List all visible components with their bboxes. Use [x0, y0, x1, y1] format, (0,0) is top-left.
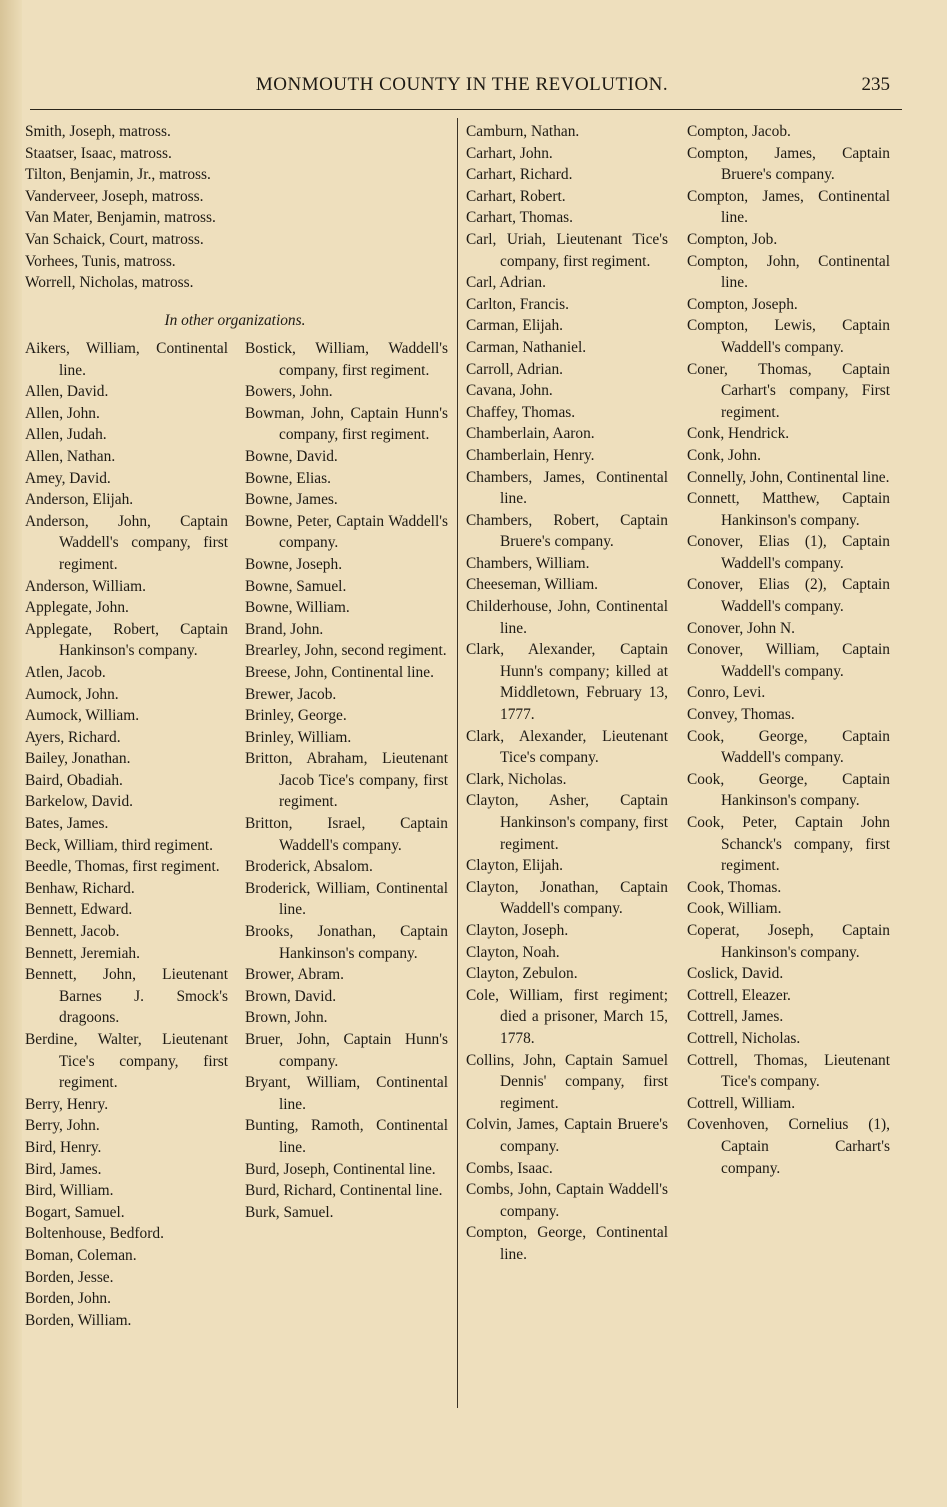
list-item: Combs, Isaac.	[466, 1159, 553, 1177]
list-item: Beedle, Thomas, first regiment.	[25, 858, 220, 876]
list-item: Clayton, Noah.	[466, 943, 560, 961]
running-header	[22, 70, 902, 100]
list-item: Carl, Adrian.	[466, 274, 546, 292]
list-item: Compton, George, Continental line.	[466, 1224, 668, 1263]
list-item: Brower, Abram.	[245, 966, 344, 984]
list-item: Brown, John.	[245, 1009, 328, 1027]
list-item: Compton, Lewis, Captain Waddell's company.	[687, 317, 890, 356]
list-item: Cole, William, first regiment; died a prisoner, March 15, 1778.	[466, 986, 668, 1047]
list-item: Compton, Joseph.	[687, 295, 798, 313]
list-item: Allen, John.	[25, 404, 100, 422]
column-divider	[457, 118, 458, 1408]
list-item: Conk, Hendrick.	[687, 425, 790, 443]
list-item: Baird, Obadiah.	[25, 771, 123, 789]
header-rule	[30, 109, 902, 110]
list-item: Brinley, William.	[245, 728, 352, 746]
list-item: Bennett, John, Lieutenant Barnes J. Smock's dragoons.	[25, 966, 228, 1027]
list-item: Anderson, William.	[25, 577, 146, 595]
list-item: Compton, Job.	[687, 230, 778, 248]
list-item: Berry, Henry.	[25, 1095, 109, 1113]
list-item: Britton, Israel, Captain Waddell's company.	[245, 815, 448, 854]
list-item: Cook, George, Captain Waddell's company.	[687, 727, 890, 767]
list-item: Clark, Nicholas.	[466, 770, 567, 788]
page-number: 235	[861, 74, 890, 95]
list-item: Cavana, John.	[466, 382, 553, 400]
list-item: Breese, John, Continental line.	[245, 663, 434, 681]
list-item: Combs, John, Captain Waddell's company.	[466, 1181, 668, 1220]
list-item: Coslick, David.	[687, 965, 784, 983]
list-item: Aikers, William, Continental line.	[25, 340, 228, 379]
list-item: Chamberlain, Henry.	[466, 446, 595, 464]
list-item: Bird, James.	[25, 1160, 102, 1178]
list-item: Vorhees, Tunis, matross.	[25, 252, 176, 270]
list-item: Boman, Coleman.	[25, 1246, 137, 1264]
list-item: Boltenhouse, Bedford.	[25, 1225, 164, 1243]
list-item: Carhart, John.	[466, 144, 553, 162]
list-item: Smith, Joseph, matross.	[25, 123, 171, 140]
list-item: Clayton, Zebulon.	[466, 965, 578, 983]
list-item: Borden, John.	[25, 1290, 111, 1308]
list-item: Carman, Elijah.	[466, 317, 564, 335]
list-item: Aumock, William.	[25, 707, 140, 725]
list-item: Bates, James.	[25, 815, 109, 833]
page-title: MONMOUTH COUNTY IN THE REVOLUTION.	[255, 74, 669, 95]
list-item: Coperat, Joseph, Captain Hankinson's company.	[687, 921, 890, 961]
list-item: Applegate, Robert, Captain Hankinson's company.	[25, 620, 228, 660]
list-item: Bowne, Elias.	[245, 469, 331, 487]
list-item: Bunting, Ramoth, Continental line.	[245, 1117, 448, 1156]
list-item: Collins, John, Captain Samuel Dennis' company, first regiment.	[466, 1051, 668, 1112]
list-item: Bruer, John, Captain Hunn's company.	[245, 1031, 448, 1070]
list-item: Compton, James, Captain Bruere's company.	[687, 144, 890, 184]
list-item: Bostick, William, Waddell's company, first regiment.	[245, 340, 448, 379]
column-3	[466, 121, 668, 1265]
list-item: Amey, David.	[25, 469, 111, 487]
list-item: Carl, Uriah, Lieutenant Tice's company, first regiment.	[466, 230, 668, 270]
list-item: Berdine, Walter, Lieutenant Tice's company, first regiment.	[25, 1031, 228, 1092]
list-item: Clayton, Joseph.	[466, 921, 569, 939]
list-item: Compton, James, Continental line.	[687, 187, 890, 227]
list-item: Broderick, Absalom.	[245, 858, 373, 876]
list-item: Childerhouse, John, Continental line.	[466, 598, 668, 637]
list-item: Van Schaick, Court, matross.	[25, 230, 204, 248]
list-item: Carhart, Richard.	[466, 166, 573, 184]
list-item: Clayton, Elijah.	[466, 857, 564, 875]
list-item: Britton, Abraham, Lieutenant Jacob Tice's company, first regiment.	[245, 750, 448, 811]
list-item: Anderson, Elijah.	[25, 491, 134, 509]
list-item: Brown, David.	[245, 987, 337, 1005]
list-item: Bowne, David.	[245, 447, 338, 465]
list-item: Compton, Jacob.	[687, 123, 791, 140]
list-item: Cheeseman, William.	[466, 576, 599, 594]
list-item: Vanderveer, Joseph, matross.	[25, 187, 204, 205]
list-item: Benhaw, Richard.	[25, 879, 135, 897]
list-item: Atlen, Jacob.	[25, 663, 106, 681]
list-item: Connett, Matthew, Captain Hankinson's company.	[687, 490, 890, 529]
list-item: Bird, Henry.	[25, 1138, 102, 1156]
list-item: Berry, John.	[25, 1117, 100, 1135]
list-item: Bennett, Edward.	[25, 901, 133, 919]
list-item: Bennett, Jeremiah.	[25, 944, 140, 962]
list-item: Connelly, John, Continental line.	[687, 468, 890, 486]
list-item: Cottrell, William.	[687, 1094, 796, 1112]
list-item: Cottrell, Eleazer.	[687, 986, 791, 1004]
list-item: Chaffey, Thomas.	[466, 403, 576, 421]
column-2	[245, 338, 448, 1223]
list-item: Allen, David.	[25, 383, 109, 401]
list-item: Chambers, William.	[466, 554, 590, 572]
list-item: Borden, Jesse.	[25, 1268, 114, 1286]
list-item: Chambers, Robert, Captain Bruere's company.	[466, 511, 668, 551]
list-item: Brewer, Jacob.	[245, 685, 337, 703]
list-item: Beck, William, third regiment.	[25, 836, 214, 854]
list-item: Conover, Elias (2), Captain Waddell's company.	[687, 576, 890, 616]
list-item: Worrell, Nicholas, matross.	[25, 274, 194, 292]
list-item: Burd, Joseph, Continental line.	[245, 1160, 436, 1178]
list-item: Brinley, George.	[245, 707, 347, 725]
list-item: Clark, Alexander, Captain Hunn's company; killed at Middletown, February 13, 1777.	[466, 641, 668, 724]
list-item: Carroll, Adrian.	[466, 360, 564, 378]
list-item: Conover, John N.	[687, 619, 795, 637]
list-item: Bennett, Jacob.	[25, 923, 120, 941]
list-item: Coner, Thomas, Captain Carhart's company, First regiment.	[687, 360, 890, 421]
list-item: Cook, George, Captain Hankinson's company.	[687, 770, 890, 810]
matross-list	[25, 121, 445, 294]
list-item: Carhart, Robert.	[466, 187, 566, 205]
list-item: Applegate, John.	[25, 599, 129, 617]
column-4	[687, 121, 890, 1179]
list-item: Compton, John, Continental line.	[687, 252, 890, 292]
list-item: Tilton, Benjamin, Jr., matross.	[25, 166, 211, 184]
list-item: Anderson, John, Captain Waddell's company, first regiment.	[25, 512, 228, 573]
list-item: Carhart, Thomas.	[466, 209, 573, 227]
list-item: Burk, Samuel.	[245, 1203, 334, 1221]
list-item: Bowne, Samuel.	[245, 577, 347, 595]
list-item: Allen, Nathan.	[25, 447, 116, 465]
list-item: Bailey, Jonathan.	[25, 750, 131, 768]
list-item: Bowne, William.	[245, 599, 350, 617]
list-item: Camburn, Nathan.	[466, 123, 580, 140]
list-item: Cook, Thomas.	[687, 878, 782, 896]
list-item: Conk, John.	[687, 446, 761, 464]
column-1	[25, 338, 228, 1331]
list-item: Burd, Richard, Continental line.	[245, 1182, 443, 1200]
list-item: Chambers, James, Continental line.	[466, 468, 668, 508]
list-item: Aumock, John.	[25, 685, 119, 703]
list-item: Bryant, William, Continental line.	[245, 1074, 448, 1113]
list-item: Brooks, Jonathan, Captain Hankinson's company.	[245, 923, 448, 962]
list-item: Bowne, Peter, Captain Waddell's company.	[245, 512, 448, 552]
list-item: Conover, William, Captain Waddell's company.	[687, 641, 890, 680]
list-item: Carman, Nathaniel.	[466, 338, 587, 356]
list-item: Bowne, Joseph.	[245, 555, 343, 573]
list-item: Brand, John.	[245, 620, 324, 638]
list-item: Clayton, Asher, Captain Hankinson's company, first regiment.	[466, 792, 668, 853]
list-item: Borden, William.	[25, 1311, 132, 1329]
list-item: Bowne, James.	[245, 491, 338, 509]
list-item: Clayton, Jonathan, Captain Waddell's company.	[466, 878, 668, 918]
list-item: Bowman, John, Captain Hunn's company, first regiment.	[245, 404, 448, 444]
list-item: Cook, Peter, Captain John Schanck's company, first regiment.	[687, 814, 890, 875]
list-item: Clark, Alexander, Lieutenant Tice's company.	[466, 727, 668, 767]
list-item: Conro, Levi.	[687, 684, 766, 702]
list-item: Colvin, James, Captain Bruere's company.	[466, 1116, 668, 1155]
list-item: Chamberlain, Aaron.	[466, 425, 595, 443]
list-item: Cook, William.	[687, 900, 782, 918]
list-item: Conover, Elias (1), Captain Waddell's company.	[687, 533, 890, 572]
list-item: Bowers, John.	[245, 383, 333, 401]
list-item: Ayers, Richard.	[25, 728, 121, 746]
section-subheading: In other organizations.	[164, 312, 306, 329]
list-item: Barkelow, David.	[25, 793, 133, 811]
list-item: Convey, Thomas.	[687, 706, 795, 724]
list-item: Carlton, Francis.	[466, 295, 570, 313]
list-item: Covenhoven, Cornelius (1), Captain Carhart's company.	[687, 1116, 890, 1177]
list-item: Van Mater, Benjamin, matross.	[25, 209, 216, 227]
list-item: Brearley, John, second regiment.	[245, 642, 447, 660]
list-item: Cottrell, James.	[687, 1008, 784, 1026]
page-edge	[0, 0, 22, 1507]
list-item: Staatser, Isaac, matross.	[25, 144, 172, 162]
list-item: Bird, William.	[25, 1182, 114, 1200]
list-item: Cottrell, Thomas, Lieutenant Tice's company.	[687, 1051, 890, 1091]
list-item: Cottrell, Nicholas.	[687, 1029, 801, 1047]
list-item: Broderick, William, Continental line.	[245, 879, 448, 919]
list-item: Bogart, Samuel.	[25, 1203, 125, 1221]
list-item: Allen, Judah.	[25, 426, 107, 444]
